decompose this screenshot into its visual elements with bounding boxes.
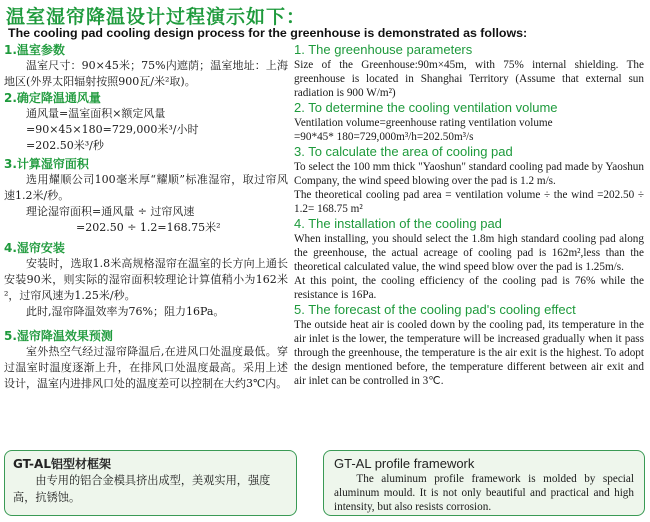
cn-section-4-line1: 安装时，选取1.8米高规格湿帘在温室的长方向上通长安装90米，则实际的湿帘面积较理论计算值稍小为162米²，过帘风速为1.25米/秒。 [4, 257, 288, 302]
en-section-1-heading: 1. The greenhouse parameters [294, 42, 473, 57]
cn-section-2-line3: =202.50米³/秒 [26, 139, 104, 152]
cn-section-3-line3: =202.50 ÷ 1.2=168.75米² [76, 221, 221, 234]
chinese-column [4, 42, 288, 392]
en-section-5-text: The outside heat air is cooled down by the cooling pad, its temperature in the air inlet is the lower, the temperature will be increased gradually when it pass through the greenhouse, the temperature is the air exit is the highest. To adopt the design mentioned before, the temperature different between air exit and air inlet can be controlled in 3℃. [294, 319, 644, 387]
en-section-3-heading: 3. To calculate the area of cooling pad [294, 144, 513, 159]
page-title-en: The cooling pad cooling design process for the greenhouse is demonstrated as follows: [8, 26, 528, 40]
en-section-4-line1: When installing, you should select the 1.8m high standard cooling pad along the greenhouse, the actual acreage of cooling pad is 162m²,less than the theoretical calculated value, the wind speed blow over the pad is 1.25m/s. [294, 233, 644, 273]
cn-section-3-line2: 理论湿帘面积=通风量 ÷ 过帘风速 [26, 205, 195, 218]
en-section-2-line2: =90*45* 180=729,000m³/h=202.50m³/s [294, 131, 474, 143]
cn-section-1-text: 温室尺寸：90×45米；75%内遮荫；温室地址：上海地区(外界太阳辐射按照900瓦/米²取)。 [4, 59, 288, 88]
cn-section-2-line2: =90×45×180=729,000米³/小时 [26, 123, 199, 136]
cn-section-3-line1: 选用耀顺公司100毫米厚“耀顺”标准湿帘，取过帘风速1.2米/秒。 [4, 173, 288, 202]
profile-text-cn: 由专用的铝合金模具挤出成型，美观实用，强度高，抗锈蚀。 [13, 474, 271, 504]
profile-box-en [323, 450, 645, 516]
profile-title-cn: GT-AL铝型材框架 [13, 457, 111, 471]
cn-section-2-heading: 2.确定降温通风量 [4, 91, 101, 105]
cn-section-2-line1: 通风量=温室面积×额定风量 [26, 107, 166, 120]
profile-box-cn [4, 450, 297, 516]
cn-section-1-heading: 1.温室参数 [4, 43, 65, 57]
cn-section-4-line2: 此时,湿帘降温效率为76%；阻力16Pa。 [26, 305, 225, 318]
profile-text-en: The aluminum profile framework is molded by special aluminum mould. It is not only beautiful and practical and high intensity, but also resists corrosion. [334, 473, 634, 513]
en-section-5-heading: 5. The forecast of the cooling pad's cooling effect [294, 302, 576, 317]
profile-title-en: GT-AL profile framework [334, 456, 475, 471]
en-section-1-text: Size of the Greenhouse:90m×45m, with 75% internal shielding. The greenhouse is located in Shanghai Territory (Assume that external sun radiation is 900 W/m²) [294, 59, 644, 99]
en-section-2-heading: 2. To determine the cooling ventilation volume [294, 100, 558, 115]
en-section-2-line1: Ventilation volume=greenhouse rating ventilation volume [294, 117, 553, 129]
en-section-3-line2: The theoretical cooling pad area = ventilation volume ÷ the wind =202.50 ÷ 1.2= 168.75 m² [294, 189, 644, 215]
page-title-cn: 温室湿帘降温设计过程演示如下： [6, 6, 307, 28]
cn-section-4-heading: 4.湿帘安装 [4, 241, 65, 255]
en-section-3-line1: To select the 100 mm thick "Yaoshun" standard cooling pad made by Yaoshun Company, the wind speed blowing over the pad is 1.2 m/s. [294, 161, 644, 187]
cn-section-3-heading: 3.计算湿帘面积 [4, 157, 89, 171]
english-column [294, 42, 644, 388]
en-section-4-heading: 4. The installation of the cooling pad [294, 216, 502, 231]
cn-section-5-text: 室外热空气经过湿帘降温后,在进风口处温度最低。穿过温室时温度逐渐上升，在排风口处温度最高。采用上述设计，温室内进排风口处的温度差可以控制在大约3℃内。 [4, 345, 288, 390]
en-section-4-line2: At this point, the cooling efficiency of the cooling pad is 76% while the resistance is 16Pa. [294, 275, 644, 301]
cn-section-5-heading: 5.湿帘降温效果预测 [4, 329, 113, 343]
